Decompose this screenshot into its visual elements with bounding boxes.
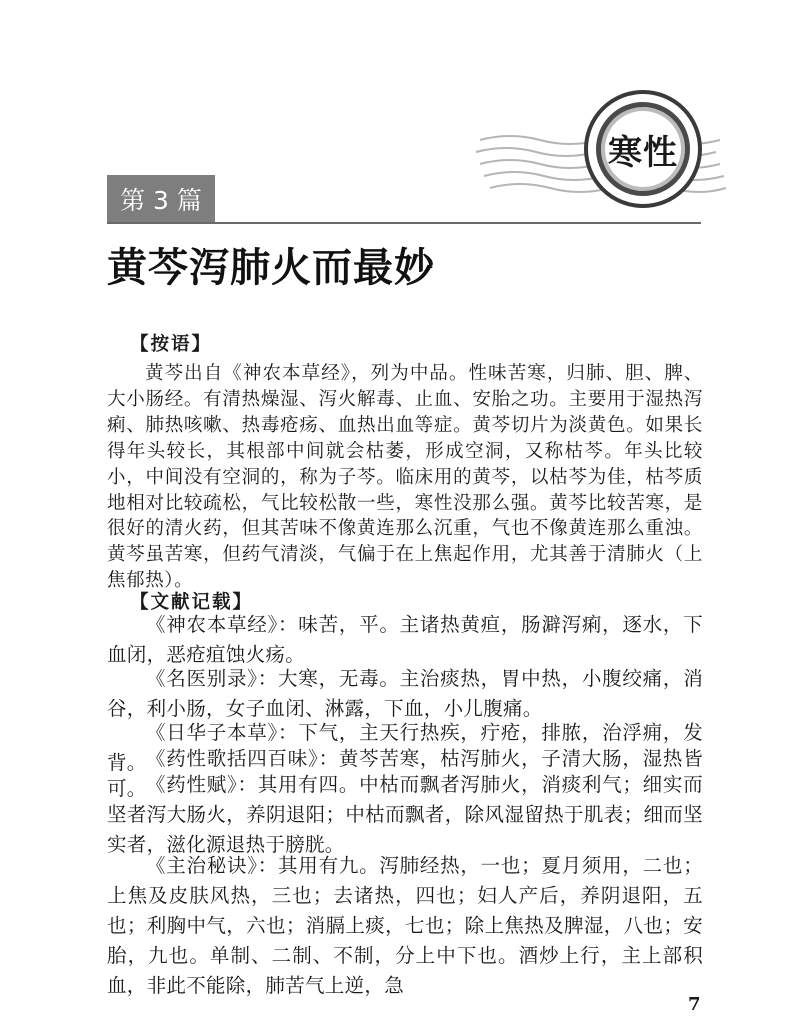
page-number: 7 [688,994,701,1015]
stamp-label: 寒性 [596,102,690,196]
literature-paragraph: 《日华子本草》：下气，主天行热疾，疔疮，排脓，治浮痈，发背。 [107,721,703,774]
page-title: 黄芩泻肺火而最妙 [107,245,435,291]
chapter-tag: 第 3 篇 [107,175,215,223]
note-paragraph: 黄芩出自《神农本草经》，列为中品。性味苦寒，归肺、胆、脾、大小肠经。有清热燥湿、泻火解毒、止血、安胎之功。主要用于湿热泻痢、肺热咳嗽、热毒疮疡、血热出血等症。黄芩切片为淡黄色。如果长得年头较长，其根部中间就会枯萎，形成空洞，又称枯芩。年头比较小，中间没有空洞的，称为子芩。临床用的黄芩，以枯芩为佳，枯芩质地相对比较疏松，气比较松散一些，寒性没那么强。黄芩比较苦寒，是很好的清火药，但其苦味不像黄连那么沉重，气也不像黄连那么重浊。黄芩虽苦寒，但药气清淡，气偏于在上焦起作用，尤其善于清肺火（上焦郁热）。 [107,363,703,592]
literature-paragraph: 《主治秘诀》：其用有九。泻肺经热，一也；夏月须用，二也；上焦及皮肤风热，三也；去诸热，四也；妇人产后，养阴退阳，五也；利胸中气，六也；消膈上痰，七也；除上焦热及脾湿，八也；安胎，九也。单制、二制、不制，分上中下也。酒炒上行，主上部积血，非此不能除，肺苦气上逆，急 [107,854,703,997]
literature-heading: 【文献记载】 [130,592,254,613]
literature-paragraph: 《药性歌括四百味》：黄芩苦寒，枯泻肺火，子清大肠，湿热皆可。 [107,747,703,800]
postmark-stamp [470,82,730,222]
literature-paragraph: 《名医别录》：大寒，无毒。主治痰热，胃中热，小腹绞痛，消谷，利小肠，女子血闭、淋露，下血，小儿腹痛。 [107,667,703,720]
literature-paragraph: 《神农本草经》：味苦，平。主诸热黄疸，肠澼泻痢，逐水，下血闭，恶疮疽蚀火疡。 [107,613,703,666]
literature-paragraph: 《药性赋》：其用有四。中枯而飘者泻肺火，消痰利气；细实而坚者泻大肠火，养阴退阳；中枯而飘者，除风湿留热于肌表；细而坚实者，滋化源退热于膀胱。 [107,773,703,856]
note-heading: 【按语】 [130,334,213,355]
chapter-divider [107,222,701,224]
stamp-circle [584,90,702,208]
